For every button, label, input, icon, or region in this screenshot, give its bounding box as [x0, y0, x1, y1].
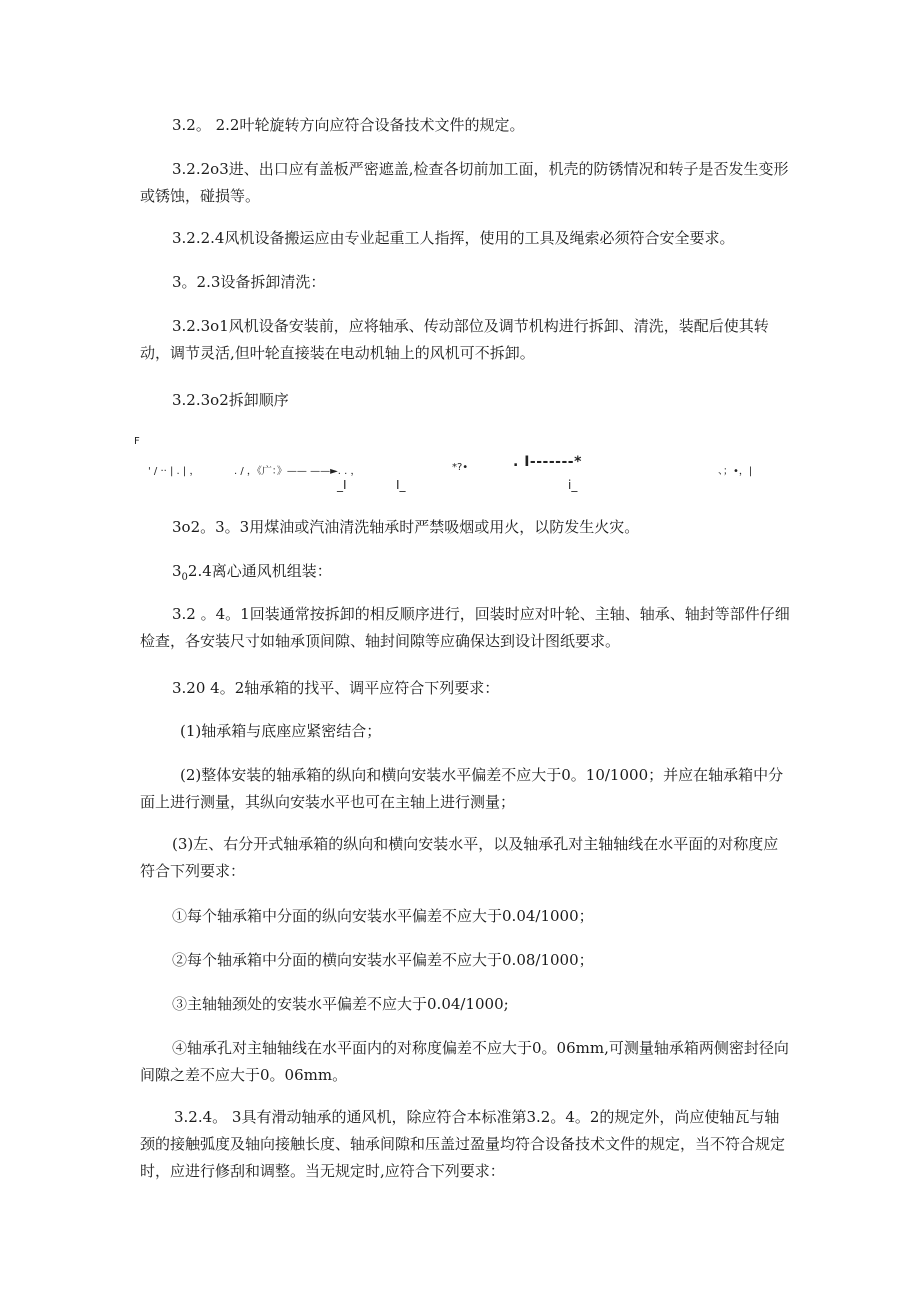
paragraph-3-2-4-1: 3.2 。4。1回装通常按拆卸的相反顺序进行，回装时应对叶轮、主轴、轴承、轴封等部件仔细检查，各安装尺寸如轴承顶间隙、轴封间隙等应确保达到设计图纸要求。	[140, 605, 790, 650]
flow-segment: . / ，《广：》—— ——►. . ，	[234, 466, 361, 477]
paragraph-3-2-2-4: 3.2.2.4风机设备搬运应由专业起重工人指挥，使用的工具及绳索必须符合安全要求。	[172, 229, 735, 247]
flow-sublabel: I_	[396, 478, 406, 492]
requirement-3-item-4: ④轴承孔对主轴轴线在水平面内的对称度偏差不应大于0。06mm,可测量轴承箱两侧密封径向间隙之差不应大于0。06mm。	[140, 1039, 789, 1084]
heading-number: 3	[172, 562, 182, 580]
requirement-1: (1)轴承箱与底座应紧密结合；	[180, 722, 382, 740]
requirement-2: (2)整体安装的轴承箱的纵向和横向安装水平偏差不应大于0。10/1000；并应在轴承箱中分面上进行测量，其纵向安装水平也可在主轴上进行测量；	[140, 766, 784, 811]
flow-segment: 、；•，|	[718, 466, 753, 477]
heading-subscript: 0	[181, 572, 188, 583]
paragraph-3-2-3-1: 3.2.3o1风机设备安装前，应将轴承、传动部位及调节机构进行拆卸、清洗，装配后使其转动，调节灵活,但叶轮直接装在电动机轴上的风机可不拆卸。	[140, 317, 769, 362]
paragraph-3-2-4-2: 3.20 4。2轴承箱的找平、调平应符合下列要求：	[172, 679, 500, 697]
requirement-3: (3)左、右分开式轴承箱的纵向和横向安装水平，以及轴承孔对主轴轴线在水平面的对称度应符合下列要求：	[140, 835, 779, 880]
paragraph-3-2-4-3: 3.2.4。 3具有滑动轴承的通风机，除应符合本标准第3.2。4。2的规定外，尚应使轴瓦与轴颈的接触弧度及轴向接触长度、轴承间隙和压盖过盈量均符合设备技术文件的规定，当不符合规定时，应进行修刮和调整。当无规定时,应符合下列要求：	[140, 1108, 786, 1180]
paragraph-3-2-3-3: 3o2。3。3用煤油或汽油清洗轴承时严禁吸烟或用火，以防发生火灾。	[172, 518, 640, 536]
flow-segment: *?•	[452, 462, 469, 473]
flow-sublabel: i_	[568, 478, 578, 492]
flow-sublabel: _I	[337, 478, 347, 492]
flow-segment: . I-------*	[513, 454, 582, 470]
heading-3-2-4	[172, 561, 332, 588]
requirement-3-item-3: ③主轴轴颈处的安装水平偏差不应大于0.04/1000;	[172, 995, 509, 1013]
flow-segment: ' / ·· | . | ，	[148, 466, 200, 477]
requirement-3-item-2: ②每个轴承箱中分面的横向安装水平偏差不应大于0.08/1000；	[172, 951, 594, 969]
paragraph-3-2-2-2: 3.2。 2.2叶轮旋转方向应符合设备技术文件的规定。	[172, 116, 525, 134]
heading-3-2-3: 3。2.3设备拆卸清洗：	[172, 273, 326, 291]
paragraph-3-2-2-3: 3.2.2o3进、出口应有盖板严密遮盖,检查各切前加工面，机壳的防锈情况和转子是否发生变形或锈蚀，碰损等。	[140, 160, 789, 205]
heading-3-2-3-2: 3.2.3o2拆卸顺序	[172, 391, 289, 409]
heading-text: 2.4离心通风机组装：	[187, 562, 332, 580]
flow-marker: F	[134, 436, 140, 447]
requirement-3-item-1: ①每个轴承箱中分面的纵向安装水平偏差不应大于0.04/1000；	[172, 907, 594, 925]
